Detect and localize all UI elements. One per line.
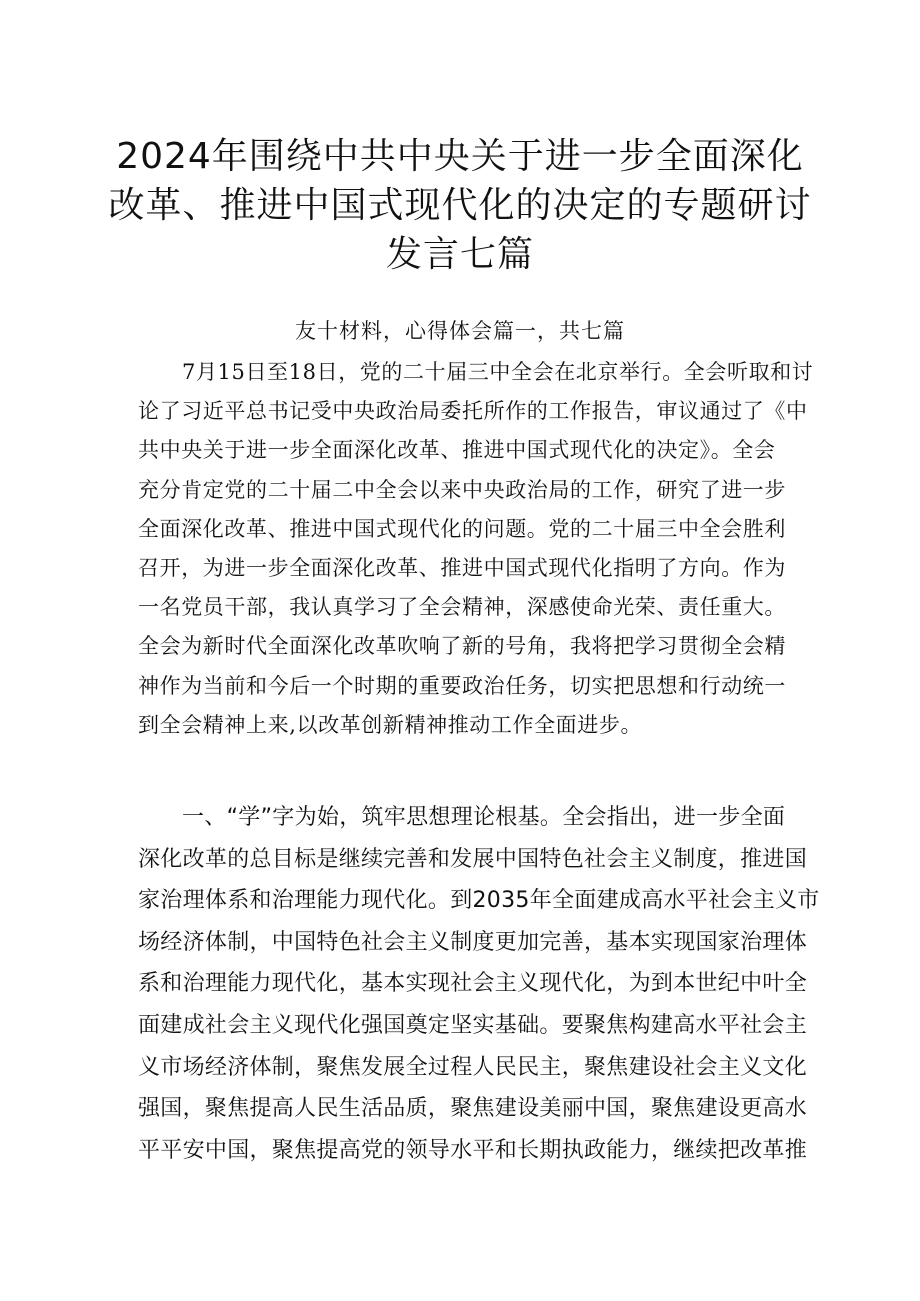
paragraph-line: 到全会精神上来,以改革创新精神推动工作全面进步。 <box>138 712 643 737</box>
paragraph-line: 论了习近平总书记受中央政治局委托所作的工作报告，审议通过了《中 <box>138 399 808 424</box>
paragraph-line: 全会为新时代全面深化改革吹响了新的号角，我将把学习贯彻全会精 <box>138 634 786 659</box>
paragraph-line: 深化改革的总目标是继续完善和发展中国特色社会主义制度，推进国 <box>138 846 808 872</box>
paragraph-line: 一、“学”字为始，筑牢思想理论根基。全会指出，进一步全面 <box>182 805 786 830</box>
paragraph-line: 充分肯定党的二十届二中全会以来中央政治局的工作，研究了进一步 <box>138 477 786 502</box>
paragraph-line: 7月15日至18日，党的二十届三中全会在北京举行。全会听取和讨 <box>182 360 814 384</box>
paragraph-line: 场经济体制，中国特色社会主义制度更加完善，基本实现国家治理体 <box>138 929 808 955</box>
paragraph-line: 神作为当前和今后一个时期的重要政治任务，切实把思想和行动统一 <box>138 673 786 698</box>
title-line-1: 2024年围绕中共中央关于进一步全面深化 <box>116 136 804 178</box>
document-title <box>100 132 820 279</box>
paragraph-line: 强国，聚焦提高人民生活品质，聚焦建设美丽中国，聚焦建设更高水 <box>138 1096 808 1122</box>
paragraph-line: 面建成社会主义现代化强国奠定坚实基础。要聚焦构建高水平社会主 <box>138 1012 808 1038</box>
document-subtitle: 友十材料，心得体会篇一，共七篇 <box>295 319 625 343</box>
paragraph-line: 全面深化改革、推进中国式现代化的问题。党的二十届三中全会胜利 <box>138 516 786 541</box>
title-line-2: 改革、推进中国式现代化的决定的专题研讨 <box>108 185 812 227</box>
paragraph-section-one <box>138 797 820 1171</box>
paragraph-line: 系和治理能力现代化，基本实现社会主义现代化，为到本世纪中叶全 <box>138 971 808 997</box>
paragraph-line: 平平安中国，聚焦提高党的领导水平和长期执政能力，继续把改革推 <box>138 1137 808 1163</box>
title-line-3: 发言七篇 <box>385 234 534 276</box>
paragraph-line: 召开，为进一步全面深化改革、推进中国式现代化指明了方向。作为 <box>138 556 786 581</box>
paragraph-line: 家治理体系和治理能力现代化。到2035年全面建成高水平社会主义市 <box>138 888 820 914</box>
paragraph-intro <box>138 353 814 745</box>
paragraph-line: 一名党员干部，我认真学习了全会精神，深感使命光荣、责任重大。 <box>138 595 786 620</box>
paragraph-line: 共中央关于进一步全面深化改革、推进中国式现代化的决定》。全会 <box>138 438 776 463</box>
paragraph-line: 义市场经济体制，聚焦发展全过程人民民主，聚焦建设社会主义文化 <box>138 1054 808 1080</box>
